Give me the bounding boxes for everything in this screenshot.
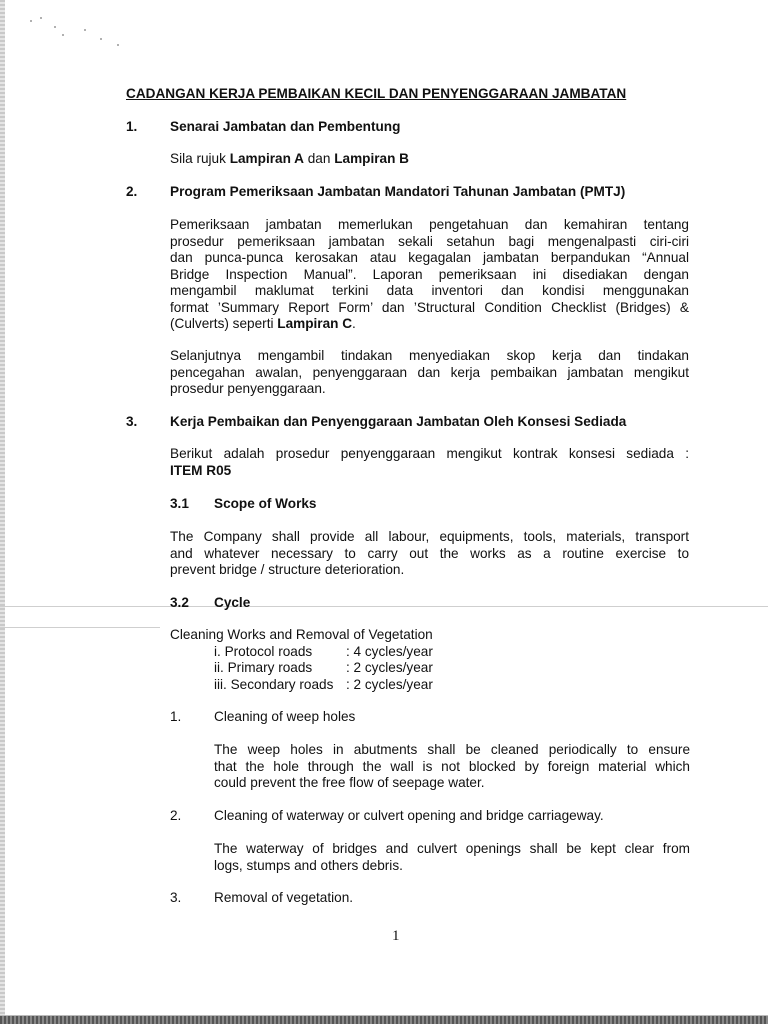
cycle-label: ii. Primary roads xyxy=(214,660,313,675)
scan-artifact-line xyxy=(0,606,768,607)
task-title: Cleaning of waterway or culvert opening and bridge carriageway. xyxy=(214,808,604,823)
task-description: The waterway of bridges and culvert openings shall be kept clear from logs, stumps and others debris. xyxy=(214,841,690,873)
section-3-intro: Berikut adalah prosedur penyenggaraan mengikut kontrak konsesi sediada : ITEM R05 xyxy=(170,446,689,478)
page-number: 1 xyxy=(392,928,400,944)
document-title: CADANGAN KERJA PEMBAIKAN KECIL DAN PENYENGGARAAN JAMBATAN xyxy=(126,86,627,101)
subsection-3-2-number: 3.2 xyxy=(170,595,189,610)
subsection-3-1-paragraph: The Company shall provide all labour, equipments, tools, materials, transport and whatever necessary to carry out the works as a routine exercise to prevent bridge / structure deterioration. xyxy=(170,529,689,577)
subsection-3-1-number: 3.1 xyxy=(170,496,189,511)
scan-bottom-edge xyxy=(0,1015,768,1024)
scan-specks xyxy=(22,14,142,54)
task-description: The weep holes in abutments shall be cleaned periodically to ensure that the hole through the wall is not blocked by foreign material which could prevent the free flow of seepage water. xyxy=(214,742,690,790)
cycle-value: : 2 cycles/year xyxy=(346,660,433,675)
subsection-3-2-heading: Cycle xyxy=(214,595,251,610)
scan-left-edge xyxy=(0,0,5,1024)
section-2-heading: Program Pemeriksaan Jambatan Mandatori Tahunan Jambatan (PMTJ) xyxy=(170,184,626,199)
cleaning-works-heading: Cleaning Works and Removal of Vegetation xyxy=(170,627,433,642)
section-3-heading: Kerja Pembaikan dan Penyenggaraan Jambatan Oleh Konsesi Sediada xyxy=(170,414,627,429)
cycle-label: i. Protocol roads xyxy=(214,644,313,659)
task-number: 1. xyxy=(170,709,182,724)
section-3-number: 3. xyxy=(126,414,138,429)
cycle-value: : 4 cycles/year xyxy=(346,644,433,659)
task-title: Removal of vegetation. xyxy=(214,890,354,905)
cycle-label: iii. Secondary roads xyxy=(214,677,334,692)
section-2-paragraph-2: Selanjutnya mengambil tindakan menyediakan skop kerja dan tindakan pencegahan awalan, penyenggaraan dan kerja pembaikan jambatan mengikut prosedur penyenggaraan. xyxy=(170,348,689,396)
section-1-number: 1. xyxy=(126,119,138,134)
task-title: Cleaning of weep holes xyxy=(214,709,356,724)
section-2-paragraph-1: Pemeriksaan jambatan memerlukan pengetahuan dan kemahiran tentang prosedur pemeriksaan jambatan sekali setahun bagi mengenalpasti ciri-ciri dan punca-punca kerosakan atau kegagalan jambatan berpandukan “Annual Bridge Inspection Manual”. Laporan pemeriksaan ini disediakan dengan mengambil maklumat terkini data inventori dan kondisi menggunakan format ’Summary Report Form’ dan ’Structural Condition Checklist (Bridges) & (Culverts) seperti Lampiran C. xyxy=(170,217,689,331)
task-number: 3. xyxy=(170,890,182,905)
cycle-value: : 2 cycles/year xyxy=(346,677,433,692)
section-1-text: Sila rujuk Lampiran A dan Lampiran B xyxy=(170,151,409,166)
section-1-heading: Senarai Jambatan dan Pembentung xyxy=(170,119,401,134)
task-number: 2. xyxy=(170,808,182,823)
subsection-3-1-heading: Scope of Works xyxy=(214,496,317,511)
section-2-number: 2. xyxy=(126,184,138,199)
scan-artifact-line xyxy=(0,627,160,628)
